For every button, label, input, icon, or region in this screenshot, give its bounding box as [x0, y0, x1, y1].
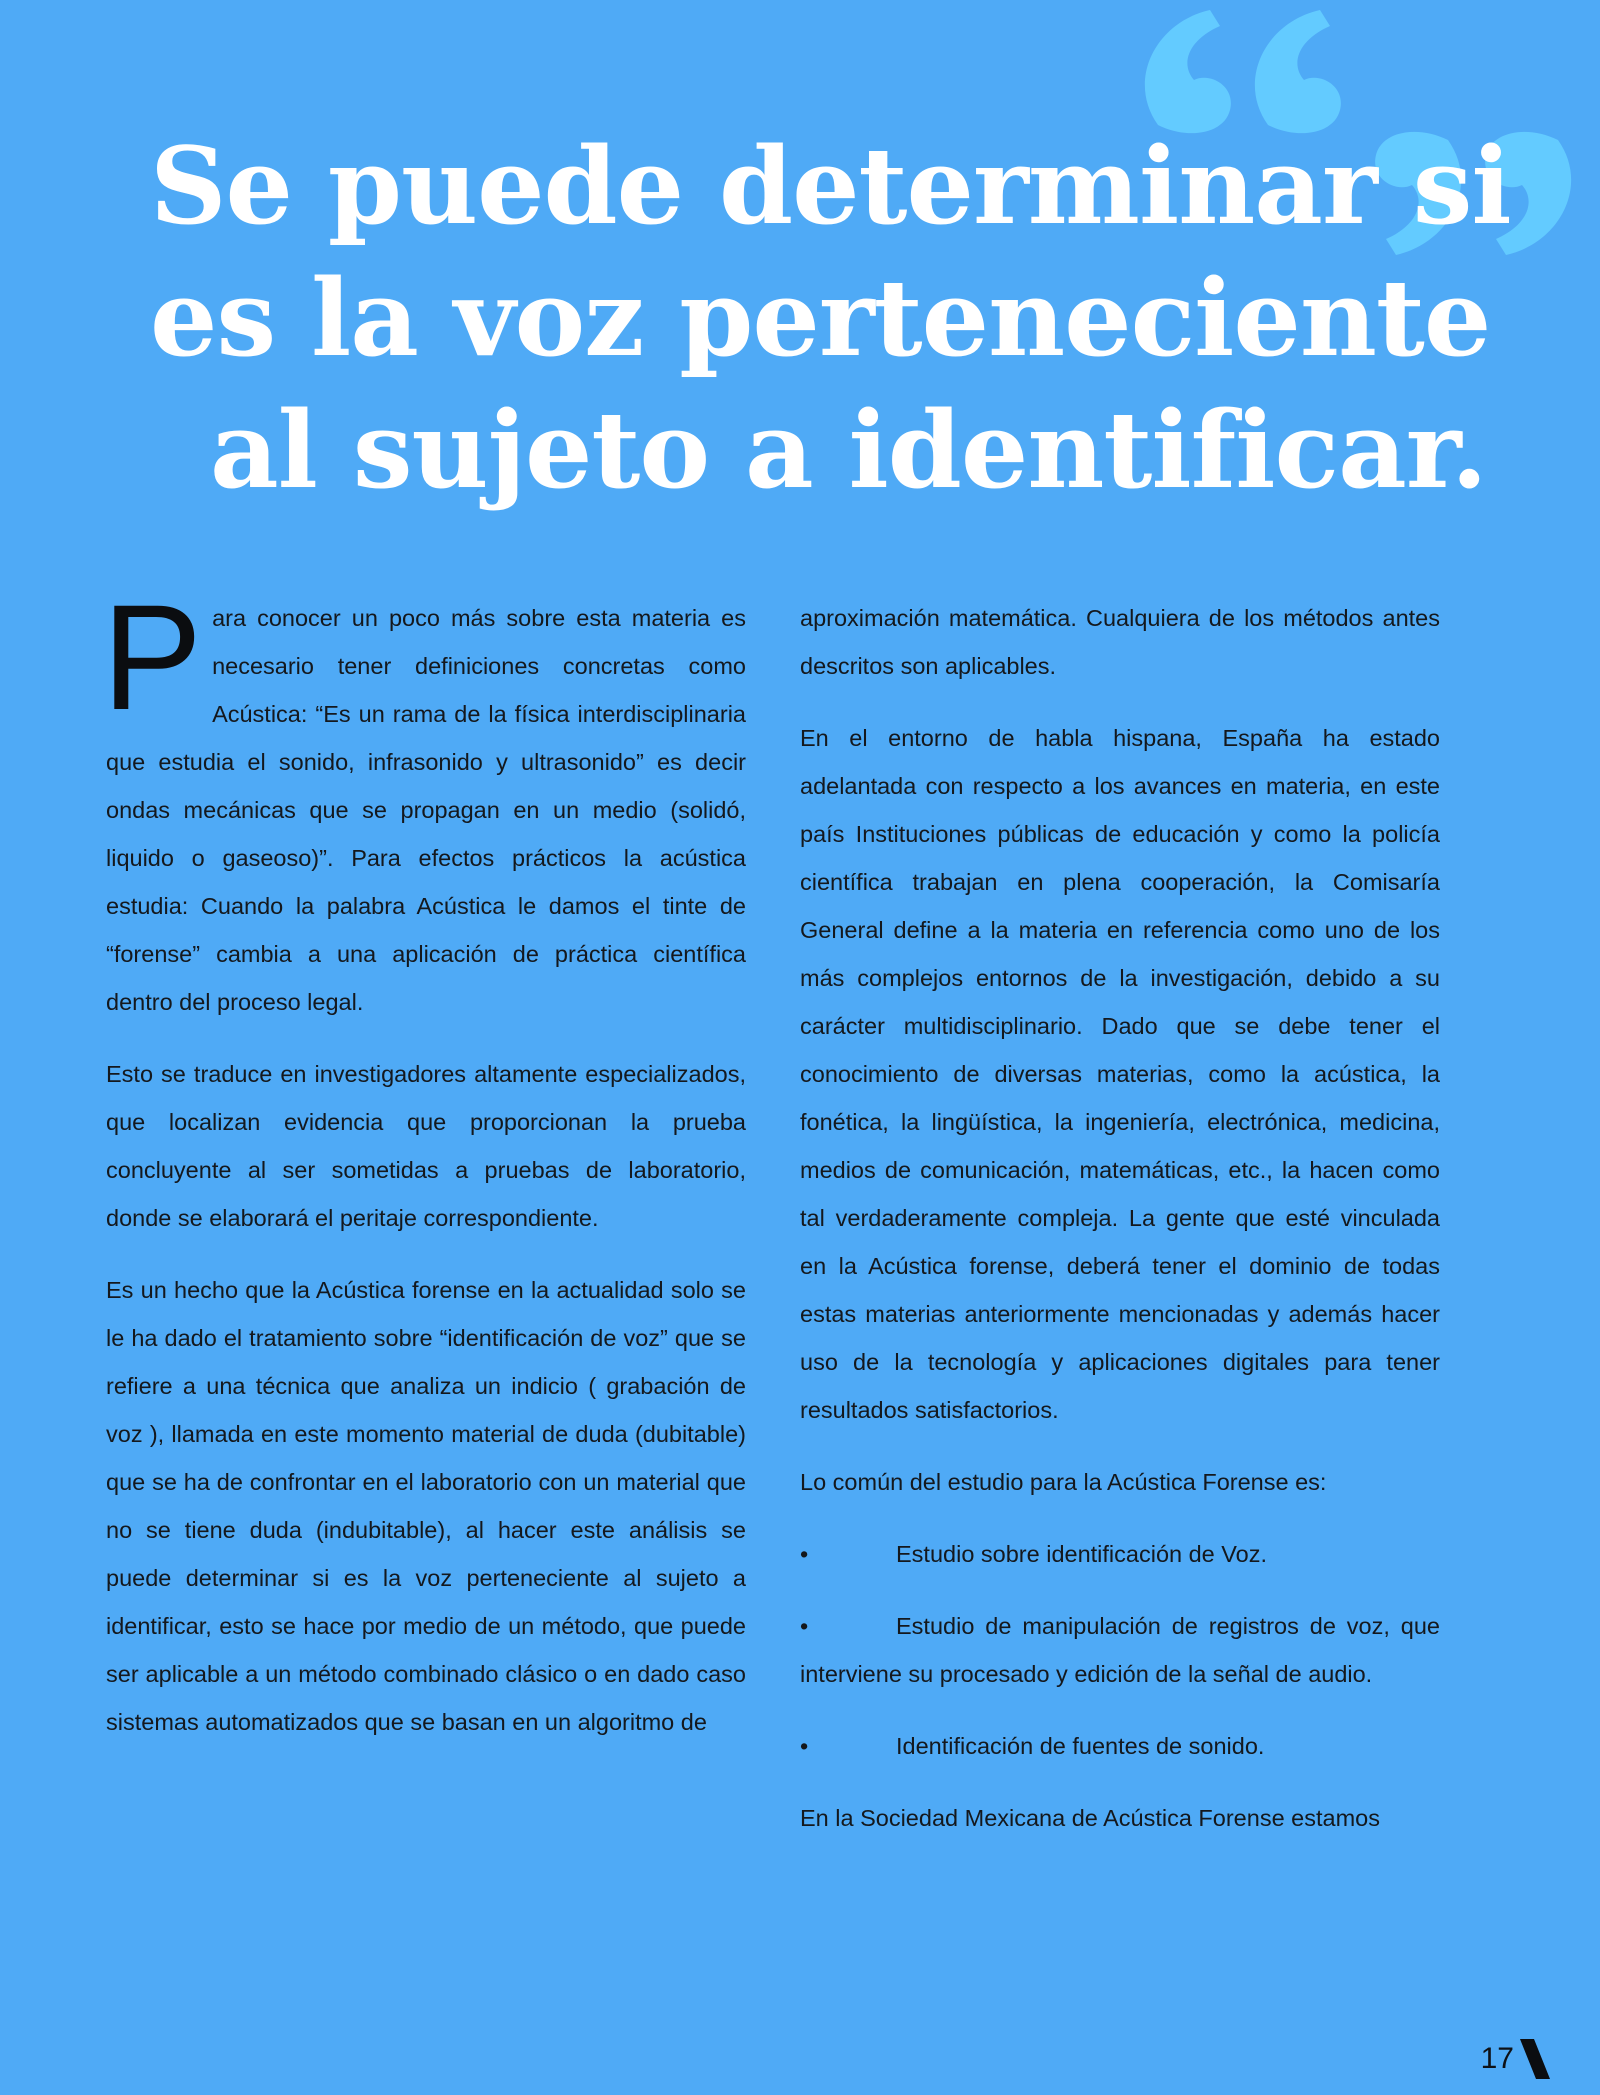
- paragraph-text: ara conocer un poco más sobre esta materia es necesario tener definiciones concretas como Acústica: “Es un rama de la física interdisciplinaria que estudia el sonido, infrasonido y ultrasonido” es decir ondas mecánicas que se propagan en un medio (solidó, liquido o gaseoso)”. Para efectos prácticos la acústica estudia: Cuando la palabra Acústica le damos el tinte de “forense” cambia a una aplicación de práctica científica dentro del proceso legal.: [106, 605, 746, 1015]
- bullet-item: [800, 1602, 1440, 1698]
- bullet-symbol: •: [800, 1733, 809, 1759]
- article-paragraph: Es un hecho que la Acústica forense en la actualidad solo se le ha dado el tratamiento sobre “identificación de voz” que se refiere a una técnica que analiza un indicio ( grabación de voz ), llamada en este momento material de duda (dubitable) que se ha de confrontar en el laboratorio con un material que no se tiene duda (indubitable), al hacer este análisis se puede determinar si es la voz perteneciente al sujeto a identificar, esto se hace por medio de un método, que puede ser aplicable a un método combinado clásico o en dado caso sistemas automatizados que se basan en un algoritmo de: [106, 1277, 746, 1735]
- pull-quote-line-3: al sujeto a identificar.: [210, 387, 1487, 512]
- bullet-text: Estudio de manipulación de registros de voz, que interviene su procesado y edición de la señal de audio.: [800, 1613, 1440, 1687]
- bullet-text: Identificación de fuentes de sonido.: [896, 1733, 1265, 1759]
- page-folio: [1481, 2037, 1552, 2081]
- article-paragraph: [102, 573, 746, 1026]
- pull-quote-line-1: Se puede determinar si: [150, 123, 1511, 248]
- article-paragraph: Esto se traduce en investigadores altamente especializados, que localizan evidencia que proporcionan la prueba concluyente al ser sometidas a pruebas de laboratorio, donde se elaborará el peritaje correspondiente.: [106, 1061, 746, 1231]
- pull-quote-heading: [150, 120, 1511, 516]
- bullet-symbol: •: [800, 1541, 809, 1567]
- page-number: 17: [1480, 2042, 1514, 2075]
- article-column-left: [102, 573, 746, 1770]
- article-column-right: [800, 594, 1440, 1866]
- article-paragraph: aproximación matemática. Cualquiera de los métodos antes descritos son aplicables.: [800, 605, 1440, 679]
- bullet-item: [800, 1530, 1440, 1578]
- bullet-symbol: •: [800, 1613, 809, 1639]
- bullet-text: Estudio sobre identificación de Voz.: [896, 1541, 1268, 1567]
- pull-quote-line-2: es la voz perteneciente: [150, 255, 1491, 380]
- drop-cap: P: [102, 573, 203, 741]
- article-paragraph: Lo común del estudio para la Acústica Forense es:: [800, 1469, 1327, 1495]
- bullet-item: [800, 1722, 1440, 1770]
- article-paragraph: En el entorno de habla hispana, España ha estado adelantada con respecto a los avances en materia, en este país Instituciones públicas de educación y como la policía científica trabajan en plena cooperación, la Comisaría General define a la materia en referencia como uno de los más complejos entornos de la investigación, debido a su carácter multidisciplinario. Dado que se debe tener el conocimiento de diversas materias, como la acústica, la fonética, la lingüística, la ingeniería, electrónica, medicina, medios de comunicación, matemáticas, etc., la hacen como tal verdaderamente compleja. La gente que esté vinculada en la Acústica forense, deberá tener el dominio de todas estas materias anteriormente mencionadas y además hacer uso de la tecnología y aplicaciones digitales para tener resultados satisfactorios.: [800, 725, 1440, 1423]
- folio-slash-icon: [1518, 2037, 1552, 2081]
- article-paragraph: En la Sociedad Mexicana de Acústica Forense estamos: [800, 1805, 1380, 1831]
